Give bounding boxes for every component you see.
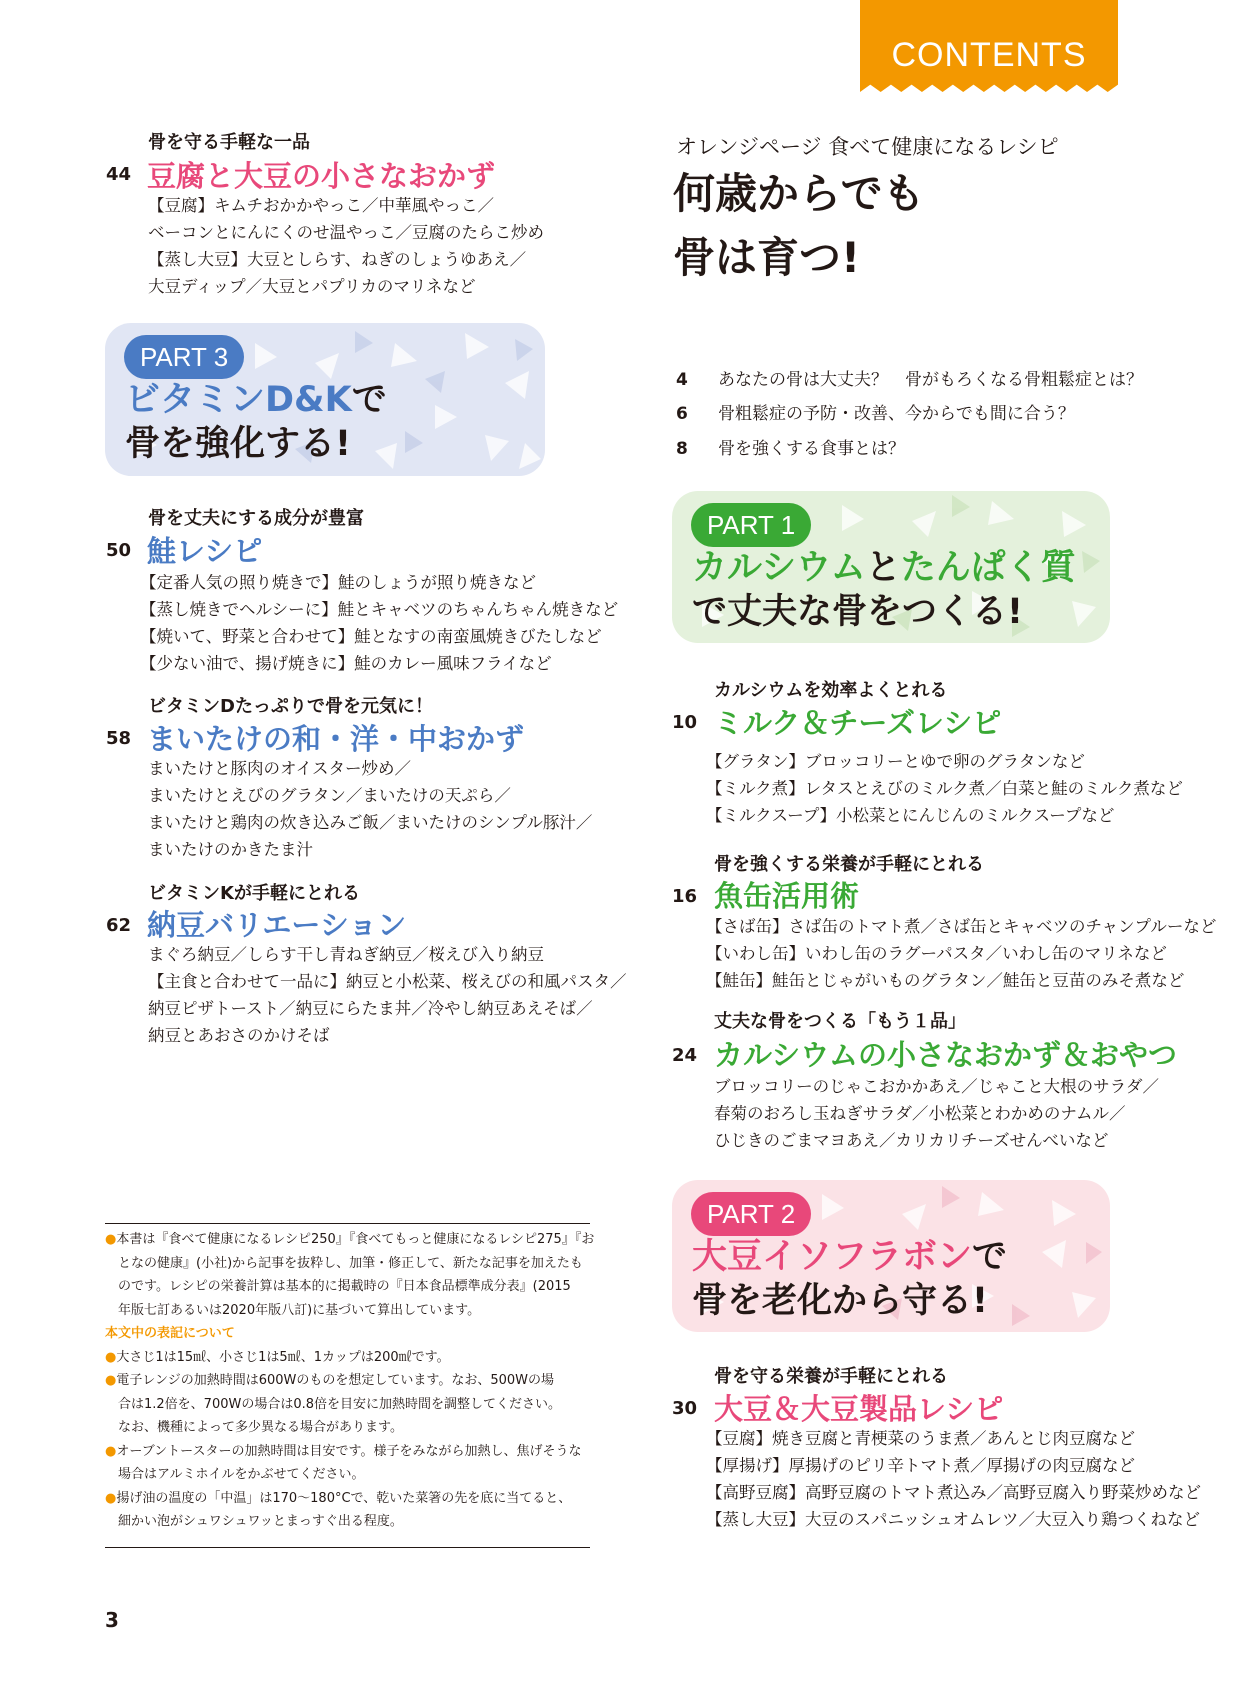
section-description: 【定番人気の照り焼きで】鮭のしょうが照り焼きなど 【蒸し焼きでヘルシーに】鮭とキャベツのちゃんちゃん焼きなど 【焼いて、野菜と合わせて】鮭となすの南蛮風焼きびたしなど 【少ない油で、揚げ焼きに】鮭のカレー風味フライなど xyxy=(140,573,619,673)
bullet-icon: ● xyxy=(105,1443,117,1459)
section-title: まいたけの和・洋・中おかず xyxy=(147,722,525,756)
section-description: ブロッコリーのじゃこおかかあえ／じゃこと大根のサラダ／ 春菊のおろし玉ねぎサラダ／小松菜とわかめのナムル／ ひじきのごまマヨあえ／カリカリチーズせんべいなど xyxy=(714,1077,1160,1150)
bullet-icon: ● xyxy=(105,1349,117,1365)
part3-box xyxy=(105,323,545,476)
contents-label: CONTENTS xyxy=(891,36,1087,74)
part2-box xyxy=(672,1180,1110,1332)
section-description: まぐろ納豆／しらす干し青ねぎ納豆／桜えび入り納豆 【主食と合わせて一品に】納豆と小松菜、桜えびの和風パスタ／ 納豆ピザトースト／納豆にらたま丼／冷やし納豆あえそば／ 納豆とあおさのかけそば xyxy=(148,945,627,1045)
part1-box xyxy=(672,491,1110,643)
series-title: オレンジページ 食べて健康になるレシピ xyxy=(676,135,1059,159)
section-subtitle: 骨を守る手軽な一品 xyxy=(148,132,310,153)
page-number: 30 xyxy=(672,1398,698,1419)
notes-top-rule xyxy=(105,1223,590,1224)
part2-label: PART 2 xyxy=(691,1192,811,1236)
section-subtitle: 骨を守る栄養が手軽にとれる xyxy=(714,1366,948,1387)
section-title: 豆腐と大豆の小さなおかず xyxy=(147,159,496,193)
intro-item: 4 あなたの骨は大丈夫？ 骨がもろくなる骨粗鬆症とは？ xyxy=(676,370,1143,390)
part1-title-line2: で丈夫な骨をつくる! xyxy=(692,592,1023,632)
page-number: 62 xyxy=(106,915,132,936)
part3-title-line2: 骨を強化する! xyxy=(125,424,351,464)
notes-heading: 本文中の表記について xyxy=(105,1326,235,1341)
section-description: 【さば缶】さば缶のトマト煮／さば缶とキャベツのチャンプルーなど 【いわし缶】いわし缶のラグーパスタ／いわし缶のマリネなど 【鮭缶】鮭缶とじゃがいものグラタン／鮭缶と豆苗のみそ煮など xyxy=(706,917,1217,990)
bullet-icon: ● xyxy=(105,1232,117,1247)
section-subtitle: 丈夫な骨をつくる「もう１品」 xyxy=(714,1011,966,1032)
page-number: 50 xyxy=(106,540,132,561)
section-subtitle: 骨を強くする栄養が手軽にとれる xyxy=(714,854,984,875)
page-number: 16 xyxy=(672,886,698,907)
page-number: 24 xyxy=(672,1045,698,1066)
section-title: 大豆＆大豆製品レシピ xyxy=(714,1392,1004,1426)
intro-item: 8 骨を強くする食事とは？ xyxy=(676,439,905,459)
page-number: 58 xyxy=(106,728,132,749)
section-description: 【豆腐】焼き豆腐と青梗菜のうま煮／あんとじ肉豆腐など 【厚揚げ】厚揚げのピリ辛トマト煮／厚揚げの肉豆腐など 【高野豆腐】高野豆腐のトマト煮込み／高野豆腐入り野菜炒めなど 【蒸し大豆】大豆のスパニッシュオムレツ／大豆入り鶏つくねなど xyxy=(706,1429,1201,1529)
section-description: 【グラタン】ブロッコリーとゆで卵のグラタンなど 【ミルク煮】レタスとえびのミルク煮／白菜と鮭のミルク煮など 【ミルクスープ】小松菜とにんじんのミルクスープなど xyxy=(706,752,1183,825)
bullet-icon: ● xyxy=(105,1373,117,1388)
page-footer-number: 3 xyxy=(105,1608,119,1632)
part2-title-line2: 骨を老化から守る! xyxy=(692,1281,988,1321)
part1-label: PART 1 xyxy=(691,503,811,547)
section-title: 鮭レシピ xyxy=(147,534,263,568)
section-subtitle: ビタミンKが手軽にとれる xyxy=(148,883,360,904)
notes-block: ●本書は『食べて健康になるレシピ250』『食べてもっと健康になるレシピ275』『お となの健康』(小社)から記事を抜粋し、加筆・修正して、新たな記事を加えたも のです。レシピの栄養計算は基本的に掲載時の『日本食品標準成分表』(2015 年版七訂あるいは2020年版八訂)に基づいて算出しています。 本文中の表記について ●大さじ1は15㎖、小さじ1は5㎖、1カップは200㎖です。 ●電子レンジの加熱時間は600Wのものを想定しています。なお、500Wの場 合は1.2倍を、700Wの場合は0.8倍を目安に加熱時間を調整してください。 なお、機種によって多少異なる場合があります。 ●オーブントースターの加熱時間は目安です。様子をみながら加熱し、焦げそうな 場合はアルミホイルをかぶせてください。 ●揚げ油の温度の「中温」は170～180°Cで、乾いた菜箸の先を底に当てると、 細かい泡がシュワシュワッとまっすぐ出る程度。 xyxy=(105,1232,595,1529)
section-description: 【豆腐】キムチおかかやっこ／中華風やっこ／ ベーコンとにんにくのせ温やっこ／豆腐のたらこ炒め 【蒸し大豆】大豆としらす、ねぎのしょうゆあえ／ 大豆ディップ／大豆とパプリカのマリネなど xyxy=(148,196,544,296)
bullet-icon: ● xyxy=(105,1490,117,1506)
page-number: 44 xyxy=(106,164,132,185)
section-title: カルシウムの小さなおかず＆おやつ xyxy=(714,1038,1177,1072)
section-subtitle: ビタミンDたっぷりで骨を元気に！ xyxy=(148,696,433,717)
part3-label: PART 3 xyxy=(124,335,244,379)
section-title: 納豆バリエーション xyxy=(147,908,407,942)
part1-title-line1: カルシウムとたんぱく質 xyxy=(692,548,1076,588)
part2-title-line1: 大豆イソフラボンで xyxy=(692,1237,1008,1277)
feature-title: 何歳からでも 骨は育つ! xyxy=(673,169,925,282)
part3-title-line1: ビタミンD&Kで xyxy=(125,380,387,420)
page-number: 10 xyxy=(672,712,698,733)
section-title: 魚缶活用術 xyxy=(714,879,860,913)
section-subtitle: 骨を丈夫にする成分が豊富 xyxy=(148,508,364,529)
section-title: ミルク＆チーズレシピ xyxy=(714,706,1002,740)
section-subtitle: カルシウムを効率よくとれる xyxy=(714,680,948,701)
section-description: まいたけと豚肉のオイスター炒め／ まいたけとえびのグラタン／まいたけの天ぷら／ まいたけと鶏肉の炊き込みご飯／まいたけのシンプル豚汁／ まいたけのかきたま汁 xyxy=(148,759,593,859)
intro-item: 6 骨粗鬆症の予防・改善、今からでも間に合う？ xyxy=(676,404,1075,424)
notes-bottom-rule xyxy=(105,1547,590,1548)
